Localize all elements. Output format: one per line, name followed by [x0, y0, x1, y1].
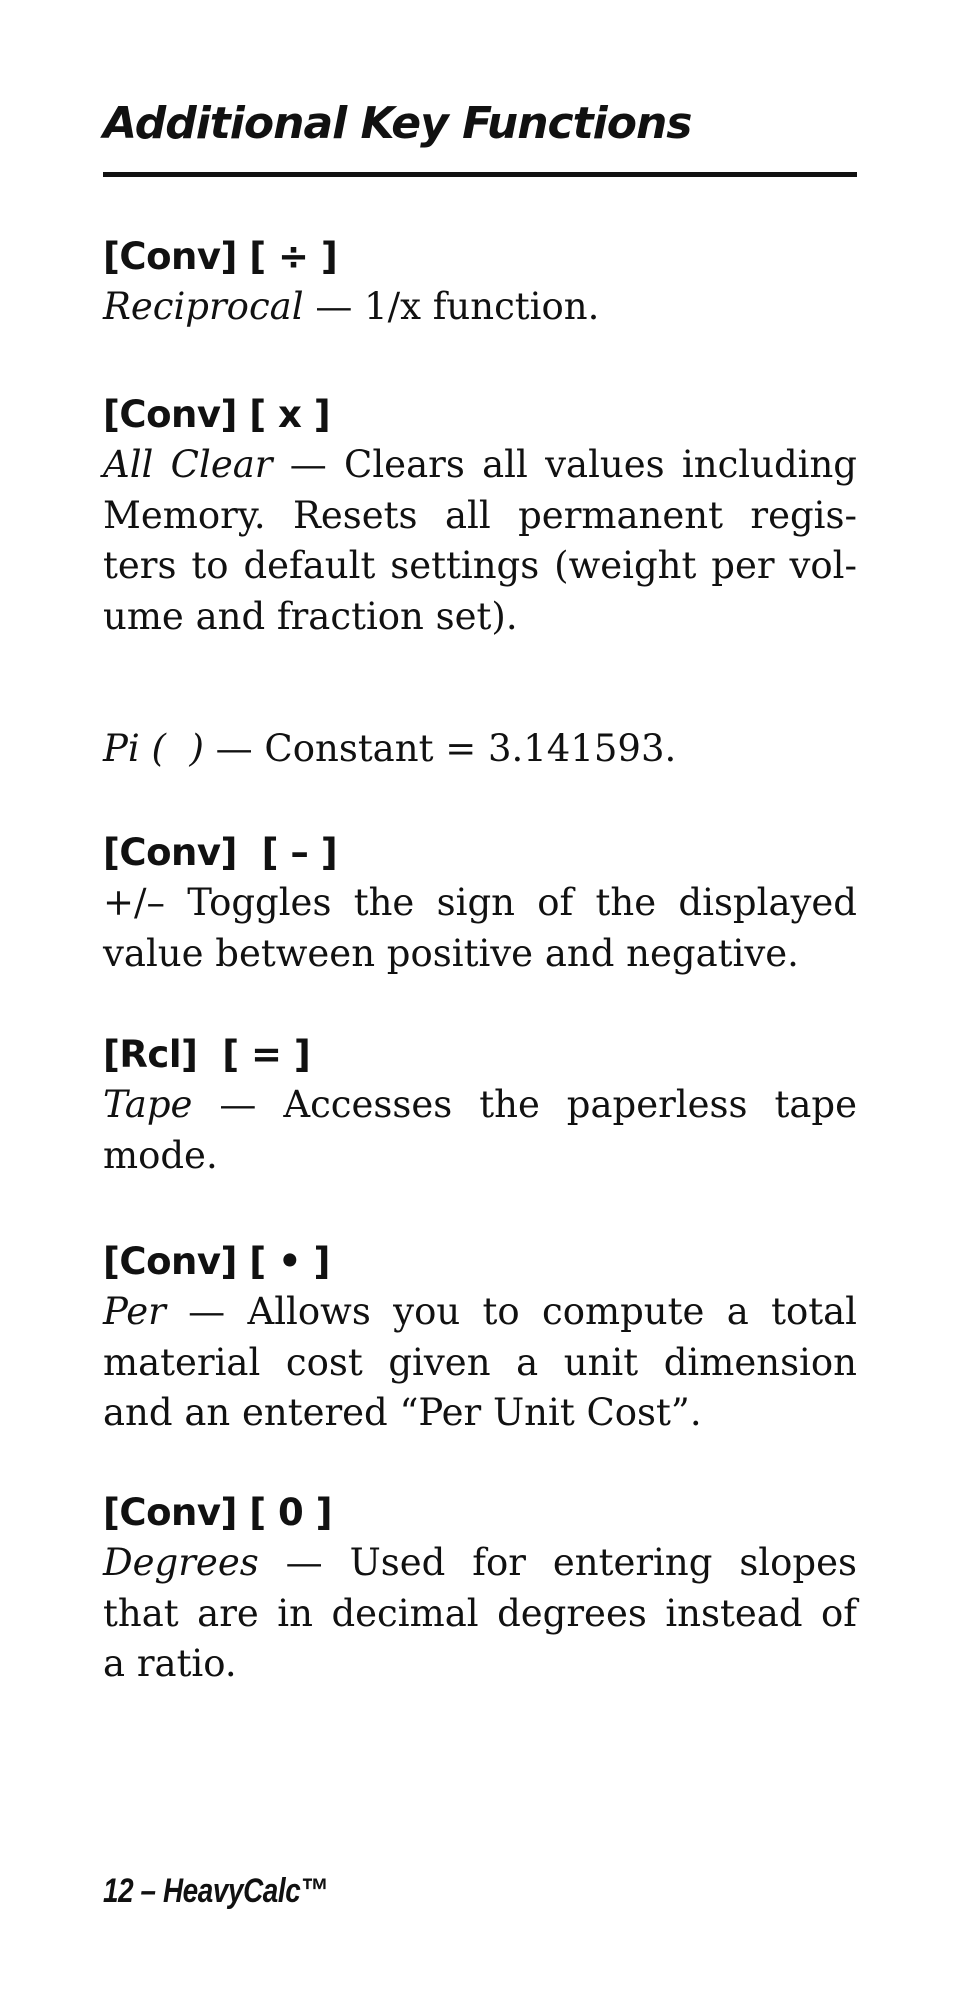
key-combo: [Conv] [ ÷ ] [103, 235, 338, 278]
entry-pi [103, 724, 857, 775]
key-combo: [Conv] [ 0 ] [103, 1491, 333, 1534]
description-line: Tape — Accesses the paperless tape [103, 1083, 857, 1126]
description-line: mode. [103, 1133, 218, 1177]
description-line: that are in decimal degrees instead of [103, 1591, 857, 1635]
function-term: Degrees [103, 1541, 259, 1584]
description-line: Degrees — Used for entering slopes [103, 1541, 857, 1584]
function-term: Tape [103, 1083, 193, 1126]
description-line: and an entered “Per Unit Cost”. [103, 1391, 702, 1434]
entry-sign-toggle [103, 828, 857, 979]
description-line: All Clear — Clears all values including [103, 443, 857, 486]
page-title: Additional Key Functions [103, 98, 692, 149]
description-line: Reciprocal — 1/x function. [103, 285, 600, 328]
description-line: a ratio. [103, 1642, 237, 1685]
description-line: +/– Toggles the sign of the displayed [103, 881, 857, 924]
description-line: Memory. Resets all permanent regis- [103, 493, 857, 537]
function-term: Reciprocal [103, 285, 304, 328]
description-line: material cost given a unit dimension [103, 1340, 857, 1384]
description-line: value between positive and negative. [103, 931, 799, 975]
entry-all-clear [103, 390, 857, 642]
entry-per [103, 1237, 857, 1439]
entry-description [103, 878, 857, 979]
key-combo: [Rcl] [ = ] [103, 1033, 311, 1076]
key-combo: [Conv] [ • ] [103, 1240, 330, 1283]
function-term: All Clear [103, 443, 273, 486]
entry-description [103, 1080, 857, 1181]
entry-degrees [103, 1488, 857, 1690]
entry-description [103, 440, 857, 642]
entry-description [103, 724, 857, 775]
entry-description [103, 1287, 857, 1439]
function-term: Per [103, 1290, 166, 1333]
description-line: ume and fraction set). [103, 594, 518, 638]
entry-reciprocal [103, 232, 857, 333]
description-line: Per — Allows you to compute a total [103, 1290, 857, 1333]
key-combo: [Conv] [ x ] [103, 393, 331, 436]
entry-description [103, 1538, 857, 1690]
entry-tape [103, 1030, 857, 1181]
entry-description [103, 282, 857, 333]
document-page [103, 0, 857, 2009]
function-term: Pi ( ) [103, 727, 204, 770]
title-divider [103, 172, 857, 177]
key-combo: [Conv] [ – ] [103, 831, 338, 874]
description-line: Pi ( ) — Constant = 3.141593. [103, 727, 677, 770]
page-footer: 12 – HeavyCalc™ [103, 1872, 328, 1910]
description-line: ters to default settings (weight per vol- [103, 544, 857, 587]
